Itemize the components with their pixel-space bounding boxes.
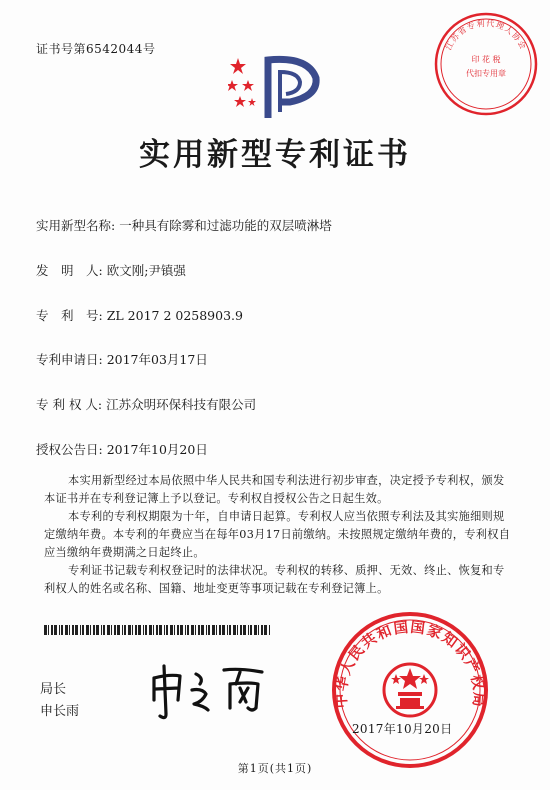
paragraph-text: 本专利的专利权期限为十年，自申请日起算。专利权人应当依照专利法及其实施细则规定缴纳年费。本专利的年费应当在每年03月17日前缴纳。未按照规定缴纳年费的，专利权自应当缴纳年费期满之日起终止。 — [44, 510, 511, 559]
field-utility-name — [36, 216, 332, 234]
page-title: 实用新型专利证书 — [139, 137, 411, 173]
svg-text:代扣专用章: 代扣专用章 — [466, 69, 506, 78]
paragraph-text: 专利证书记载专利权登记时的法律状况。专利权的转移、质押、无效、终止、恢复和专利权人的姓名或名称、国籍、地址变更等事项记载在专利登记簿上。 — [44, 564, 505, 595]
director-name: 申长雨 — [40, 704, 80, 719]
field-value: 一种具有除雾和过滤功能的双层喷淋塔 — [119, 218, 332, 233]
svg-text:中华人民共和国国家知识产权局: 中华人民共和国国家知识产权局 — [333, 619, 487, 709]
field-label: 实用新型名称: — [36, 218, 116, 233]
official-seal — [300, 608, 500, 778]
body-paragraph — [44, 508, 514, 562]
field-label: 专利申请日: — [36, 352, 103, 367]
field-label: 发 明 人: — [36, 263, 103, 278]
tax-stamp — [430, 8, 542, 120]
director-signature — [140, 654, 280, 724]
field-value: 江苏众明环保科技有限公司 — [106, 397, 257, 412]
svg-text:印 花 税: 印 花 税 — [471, 55, 501, 64]
field-label: 专 利 权 人: — [36, 397, 103, 412]
field-grant-date — [36, 440, 208, 458]
body-paragraph — [44, 472, 514, 508]
field-patent-number — [36, 306, 243, 324]
svg-text:江苏省专利代理人协会: 江苏省专利代理人协会 — [443, 18, 529, 52]
director-title: 局长 — [40, 682, 67, 697]
patent-office-logo-icon — [228, 52, 324, 122]
field-label: 授权公告日: — [36, 442, 103, 457]
field-filing-date — [36, 350, 208, 368]
seal-date: 2017年10月20日 — [352, 722, 453, 736]
field-inventor — [36, 261, 186, 279]
barcode — [44, 625, 270, 635]
field-patentee — [36, 395, 256, 413]
field-label: 专 利 号: — [36, 308, 103, 323]
field-value: 2017年10月20日 — [106, 442, 208, 457]
page-number: 第1页(共1页) — [237, 762, 313, 775]
paragraph-text: 本实用新型经过本局依照中华人民共和国专利法进行初步审查，决定授予专利权，颁发本证书并在专利登记簿上予以登记。专利权自授权公告之日起生效。 — [44, 474, 505, 505]
field-value: 欧文刚;尹镇强 — [106, 263, 186, 278]
body-paragraph — [44, 562, 514, 598]
field-value: 2017年03月17日 — [106, 352, 208, 367]
field-value: ZL 2017 2 0258903.9 — [106, 308, 243, 323]
certificate-number: 证书号第6542044号 — [36, 42, 156, 56]
